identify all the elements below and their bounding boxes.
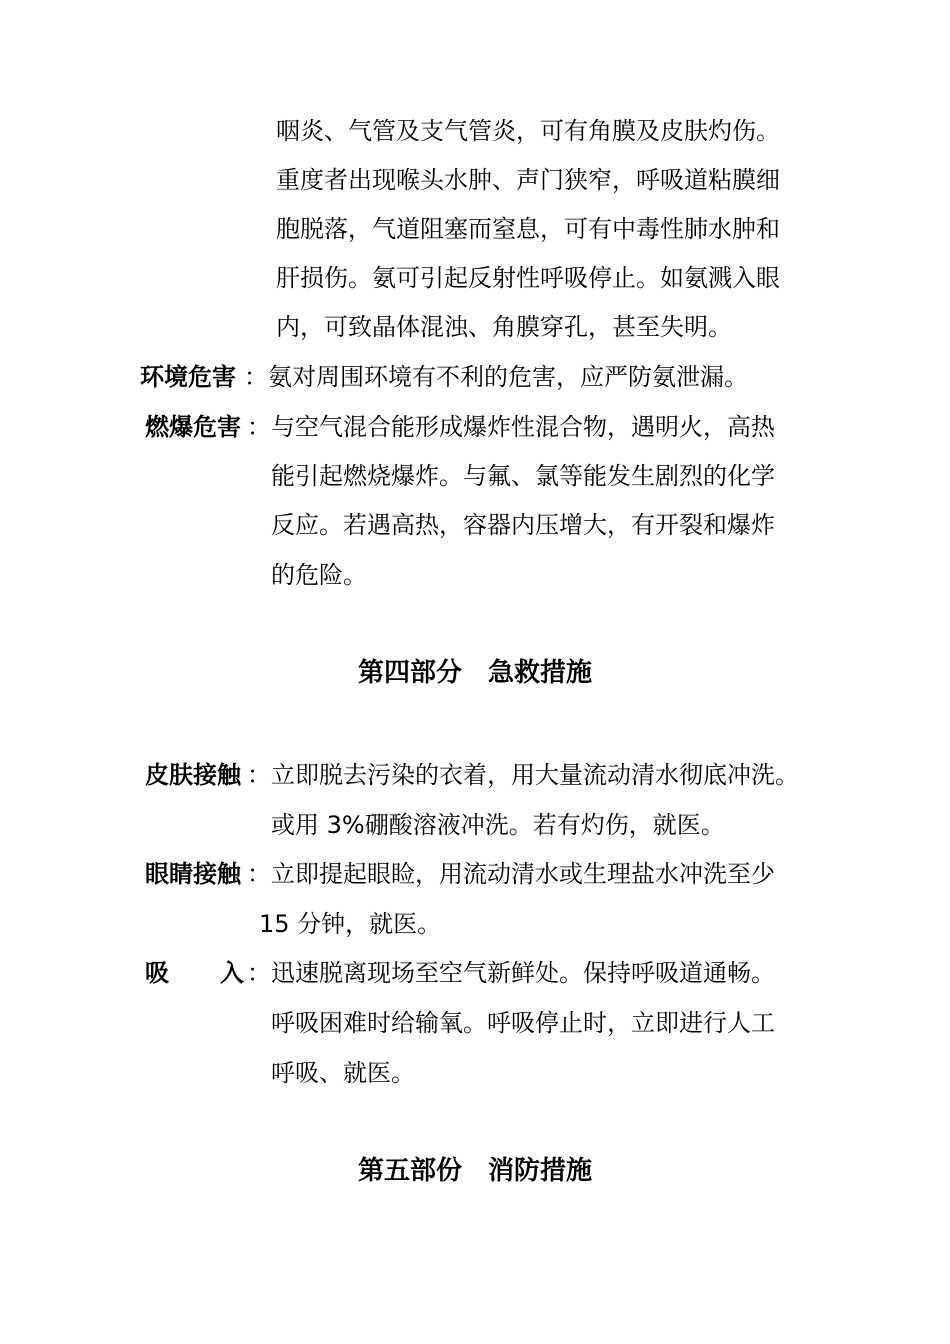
skin-contact-line-2: 或用 3%硼酸溶液冲洗。若有灼伤，就医。 bbox=[271, 811, 725, 839]
env-hazard-text: ：氨对周围环境有不利的危害，应严防氨泄漏。 bbox=[244, 363, 748, 391]
eye-contact-label: 眼睛接触 bbox=[145, 860, 241, 888]
health-line-1: 咽炎、气管及支气管炎，可有角膜及皮肤灼伤。 bbox=[276, 117, 780, 145]
fire-hazard-line-4: 的危险。 bbox=[271, 561, 367, 589]
inhalation-label-first-char: 吸 bbox=[145, 959, 169, 987]
inhalation-label-second-char: 入 bbox=[220, 959, 244, 987]
fire-hazard-line-2: 能引起燃烧爆炸。与氟、氯等能发生剧烈的化学 bbox=[271, 462, 775, 490]
health-line-3: 胞脱落，气道阻塞而窒息，可有中毒性肺水肿和 bbox=[276, 215, 780, 243]
inhalation-line-3: 呼吸、就医。 bbox=[271, 1059, 415, 1087]
inhalation-line-2: 呼吸困难时给输氧。呼吸停止时，立即进行人工 bbox=[271, 1009, 775, 1037]
skin-contact-label: 皮肤接触 bbox=[145, 761, 241, 789]
fire-hazard-line-3: 反应。若遇高热，容器内压增大，有开裂和爆炸 bbox=[271, 511, 775, 539]
section-4-title: 第四部分 急救措施 bbox=[357, 658, 592, 688]
health-line-5: 内，可致晶体混浊、角膜穿孔，甚至失明。 bbox=[276, 313, 732, 341]
health-line-2: 重度者出现喉头水肿、声门狭窄，呼吸道粘膜细 bbox=[276, 166, 780, 194]
fire-hazard-line-1: ：与空气混合能形成爆炸性混合物，遇明火，高热 bbox=[247, 413, 775, 441]
inhalation-line-1: ：迅速脱离现场至空气新鲜处。保持呼吸道通畅。 bbox=[247, 959, 775, 987]
env-hazard-label: 环境危害 bbox=[140, 363, 236, 391]
eye-contact-line-1: ：立即提起眼睑，用流动清水或生理盐水冲洗至少 bbox=[247, 860, 775, 888]
health-line-4: 肝损伤。氨可引起反射性呼吸停止。如氨溅入眼 bbox=[276, 264, 780, 292]
section-5-title: 第五部份 消防措施 bbox=[357, 1156, 592, 1186]
fire-hazard-label: 燃爆危害 bbox=[145, 413, 241, 441]
skin-contact-line-1: ：立即脱去污染的衣着，用大量流动清水彻底冲洗。 bbox=[247, 761, 799, 789]
eye-contact-line-2: 15 分钟，就医。 bbox=[259, 910, 442, 938]
